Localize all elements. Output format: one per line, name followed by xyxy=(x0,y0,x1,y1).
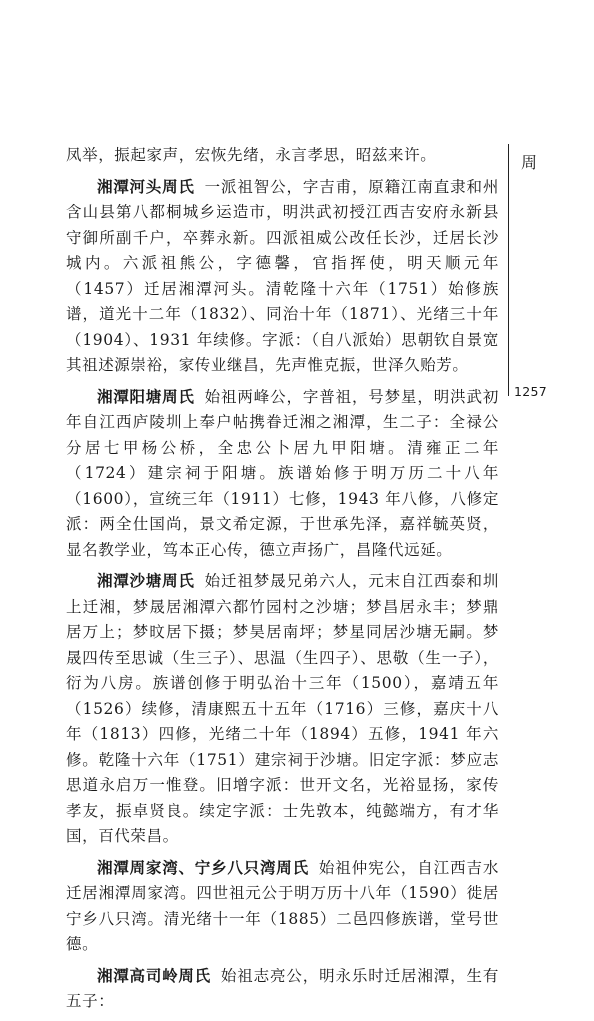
page-number: 1257 xyxy=(514,384,548,399)
entry-body: 一派祖智公，字吉甫，原籍江南直隶和州含山县第八都桐城乡运造市，明洪武初授江西吉安府永新县守御所副千户，卒葬永新。四派祖威公改任长沙，迁居长沙城内。六派祖熊公，字德馨，官指挥使，明天顺元年（1457）迁居湘潭河头。清乾隆十六年（1751）始修族谱，道光十二年（1832）、同治十年（1871）、光绪三十年（1904）、1931 年续修。字派：（自八派始）思朝钦自景宽其祖述源崇裕，家传业继昌，先声惟克振，世泽久贻芳。 xyxy=(66,177,499,374)
entry-heading: 湘潭河头周氏 xyxy=(97,177,195,196)
entry-gaosiling-zhou xyxy=(66,964,499,1015)
entry-body: 始祖两峰公，字普祖，号梦星，明洪武初年自江西庐陵圳上奉户帖携眷迁湘之湘潭，生二子：全禄公分居七甲杨公桥，全忠公卜居九甲阳塘。清雍正二年（1724）建宗祠于阳塘。族谱始修于明万历二十八年（1600），宣统三年（1911）七修，1943 年八修，八修定派：两全仕国尚，景文希定源，于世承先泽，嘉祥毓英贤，显名教学业，笃本正心传，德立声扬广，昌隆代远延。 xyxy=(66,387,499,559)
entry-heading: 湘潭周家湾、宁乡八只湾周氏 xyxy=(97,858,309,877)
entry-yangtang-zhou xyxy=(66,385,499,564)
entry-heading: 湘潭沙塘周氏 xyxy=(97,572,195,590)
entry-shatang-zhou xyxy=(66,569,499,850)
entry-heading: 湘潭阳塘周氏 xyxy=(97,387,195,406)
entry-body: 始祖志亮公，明永乐时迁居湘潭，生有五子： xyxy=(66,966,499,1010)
index-character: 周 xyxy=(521,153,538,172)
entry-heading: 湘潭高司岭周氏 xyxy=(97,966,211,985)
entry-body: 始迁祖梦晟兄弟六人，元末自江西泰和圳上迁湘，梦晟居湘潭六都竹园村之沙塘；梦昌居永丰；梦鼎居万上；梦旼居下摄；梦昊居南坪；梦星同居沙塘无嗣。梦晟四传至思诚（生三子）、思温（生四子）、思敬（生一子），衍为八房。族谱创修于明弘治十三年（1500），嘉靖五年（1526）续修，清康熙五十五年（1716）三修，嘉庆十八年（1813）四修，光绪二十年（1894）五修，1941 年六修。乾隆十六年（1751）建宗祠于沙塘。旧定字派：梦应志思道永启万一惟登。旧增字派：世开文名，光裕显扬，家传孝友，振卓贤良。续定字派：士先敦本，纯懿端方，有才华国，百代荣昌。 xyxy=(66,572,499,845)
entry-hetou-zhou xyxy=(66,175,499,379)
body-text xyxy=(66,143,499,1021)
paragraph-continuation xyxy=(66,143,499,169)
entry-zhoujiawan-zhou xyxy=(66,856,499,958)
entry-body: 始祖仲宪公，自江西吉水迁居湘潭周家湾。四世祖元公于明万历十八年（1590）徙居宁乡八只湾。清光绪十一年（1885）二邑四修族谱，堂号世德。 xyxy=(66,858,499,953)
margin-rule xyxy=(508,144,509,396)
paragraph-body: 凤举，振起家声，宏恢先绪，永言孝思，昭兹来许。 xyxy=(66,146,437,164)
